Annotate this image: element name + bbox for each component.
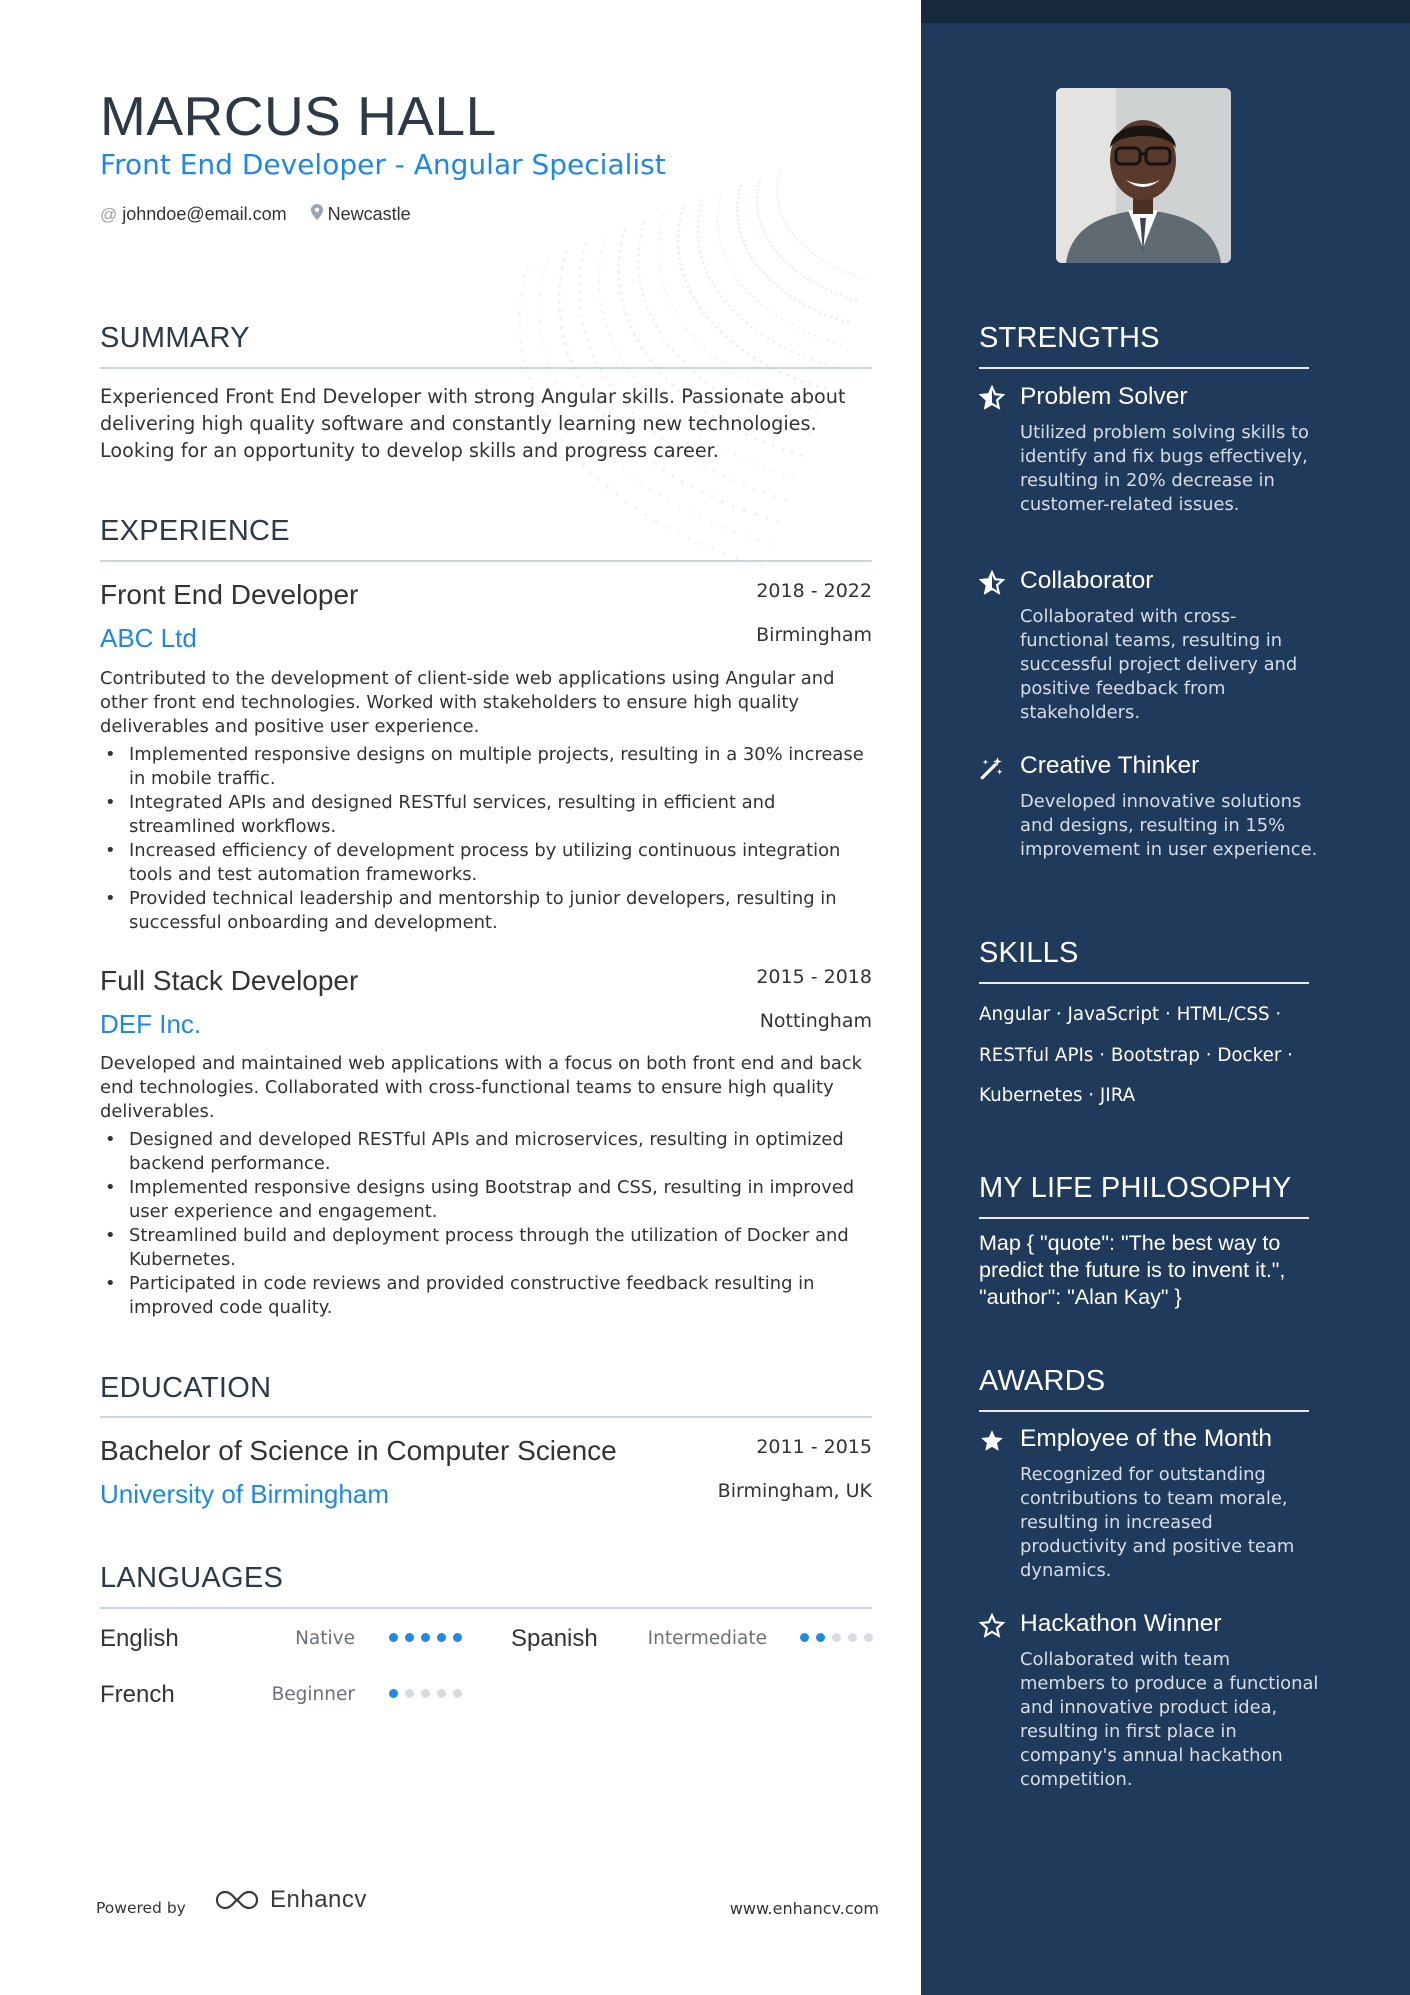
strength-title: Collaborator — [1020, 567, 1154, 594]
language-name: French — [100, 1681, 175, 1708]
awards-title: AWARDS — [979, 1365, 1106, 1397]
language-level: Beginner — [271, 1684, 355, 1705]
list-item: • Integrated APIs and designed RESTful services, resulting in efficient and streamlined workflows. — [100, 791, 880, 839]
at-icon: @ — [100, 204, 118, 224]
rating-dot — [389, 1633, 398, 1642]
sidebar — [921, 0, 1410, 1995]
enhancv-logo-icon — [214, 1888, 260, 1912]
star-filled-icon — [979, 1428, 1007, 1456]
award-description: Recognized for outstanding contributions to team morale, resulting in increased productivity and positive team dynamics. — [1020, 1464, 1295, 1581]
enhancv-logo[interactable] — [214, 1886, 367, 1914]
summary-text: Experienced Front End Developer with strong Angular skills. Passionate about delivering high quality software and constantly learning new technologies. Looking for an opportunity to develop skills and progress career. — [100, 385, 846, 462]
list-item: • Streamlined build and deployment process through the utilization of Docker and Kubernetes. — [100, 1224, 880, 1272]
rating-dot — [421, 1689, 430, 1698]
rating-dot — [421, 1633, 430, 1642]
award-description: Collaborated with team members to produce a functional and innovative product idea, resulting in first place in company's annual hackathon competition. — [1020, 1649, 1319, 1790]
star-half-icon — [979, 385, 1007, 413]
rating-dot — [453, 1633, 462, 1642]
education-divider — [100, 1416, 872, 1418]
rating-dot — [389, 1689, 398, 1698]
philosophy-title: MY LIFE PHILOSOPHY — [979, 1172, 1292, 1204]
philosophy-quote: Map { "quote": "The best way to predict the future is to invent it.", "author": "Alan Kay" } — [979, 1231, 1286, 1309]
rating-dot — [816, 1633, 825, 1642]
summary-divider — [100, 367, 872, 369]
candidate-headline: Front End Developer - Angular Specialist — [100, 148, 666, 181]
job-company: ABC Ltd — [100, 623, 197, 653]
job-location: Nottingham — [759, 1010, 872, 1032]
language-rating — [800, 1633, 880, 1642]
rating-dot — [405, 1689, 414, 1698]
skills-divider — [979, 982, 1309, 984]
rating-dot — [437, 1633, 446, 1642]
star-outline-icon — [979, 1613, 1007, 1641]
rating-dot — [437, 1689, 446, 1698]
skills-title: SKILLS — [979, 937, 1079, 969]
rating-dot — [848, 1633, 857, 1642]
location-text: Newcastle — [327, 204, 411, 224]
experience-divider — [100, 560, 872, 562]
degree-title: Bachelor of Science in Computer Science — [100, 1435, 617, 1466]
magic-wand-icon — [979, 755, 1007, 783]
strength-title: Creative Thinker — [1020, 752, 1200, 779]
strength-description: Collaborated with cross-functional teams, resulting in successful project delivery and positive feedback from stakeholders. — [1020, 606, 1298, 723]
strength-title: Problem Solver — [1020, 383, 1188, 410]
contact-row — [100, 204, 411, 225]
skills-row: Kubernetes · JIRA — [979, 1085, 1136, 1106]
education-dates: 2011 - 2015 — [756, 1436, 872, 1458]
language-level: Native — [295, 1628, 355, 1649]
job-title: Front End Developer — [100, 579, 359, 610]
skills-list — [979, 995, 1319, 1117]
language-name: Spanish — [511, 1625, 598, 1652]
summary-title: SUMMARY — [100, 322, 250, 354]
language-level: Intermediate — [647, 1628, 767, 1649]
list-item: • Implemented responsive designs using Bootstrap and CSS, resulting in improved user experience and engagement. — [100, 1176, 880, 1224]
philosophy-divider — [979, 1217, 1309, 1219]
rating-dot — [800, 1633, 809, 1642]
strengths-divider — [979, 367, 1309, 369]
job-description: Contributed to the development of client-side web applications using Angular and other front end technologies. Worked with stakeholders to ensure high quality deliverables and positive user experience. — [100, 668, 835, 737]
experience-title: EXPERIENCE — [100, 515, 290, 547]
school-name: University of Birmingham — [100, 1479, 389, 1509]
language-name: English — [100, 1625, 179, 1652]
job-bullets — [100, 743, 880, 935]
education-title: EDUCATION — [100, 1372, 272, 1404]
list-item: • Participated in code reviews and provided constructive feedback resulting in improved code quality. — [100, 1272, 880, 1320]
job-description: Developed and maintained web applications with a focus on both front end and back end technologies. Collaborated with cross-functional teams to ensure high quality deliverables. — [100, 1053, 862, 1122]
rating-dot — [832, 1633, 841, 1642]
rating-dot — [405, 1633, 414, 1642]
email-text[interactable]: johndoe@email.com — [122, 204, 287, 224]
map-pin-icon — [311, 204, 323, 225]
language-rating — [389, 1689, 469, 1698]
strength-description: Utilized problem solving skills to identify and fix bugs effectively, resulting in 20% decrease in customer-related issues. — [1020, 422, 1309, 515]
brand-name: Enhancv — [270, 1886, 367, 1913]
site-link[interactable]: www.enhancv.com — [729, 1899, 879, 1918]
rating-dot — [453, 1689, 462, 1698]
award-title: Hackathon Winner — [1020, 1610, 1222, 1637]
job-dates: 2015 - 2018 — [756, 966, 872, 988]
education-location: Birmingham, UK — [717, 1480, 872, 1502]
list-item: • Increased efficiency of development process by utilizing continuous integration tools and test automation frameworks. — [100, 839, 880, 887]
rating-dot — [864, 1633, 873, 1642]
language-rating — [389, 1633, 469, 1642]
job-dates: 2018 - 2022 — [756, 580, 872, 602]
skills-row: Angular · JavaScript · HTML/CSS · — [979, 1004, 1282, 1025]
job-bullets — [100, 1128, 880, 1320]
strength-description: Developed innovative solutions and designs, resulting in 15% improvement in user experience. — [1020, 791, 1318, 860]
awards-divider — [979, 1410, 1309, 1412]
sidebar-top-strip — [921, 0, 1410, 23]
profile-photo — [1056, 88, 1231, 263]
list-item: • Implemented responsive designs on multiple projects, resulting in a 30% increase in mobile traffic. — [100, 743, 880, 791]
list-item: • Designed and developed RESTful APIs and microservices, resulting in optimized backend performance. — [100, 1128, 880, 1176]
languages-title: LANGUAGES — [100, 1562, 284, 1594]
award-title: Employee of the Month — [1020, 1425, 1272, 1452]
job-title: Full Stack Developer — [100, 965, 359, 996]
powered-by-label: Powered by — [96, 1899, 186, 1917]
skills-row: RESTful APIs · Bootstrap · Docker · — [979, 1044, 1293, 1066]
job-location: Birmingham — [756, 624, 872, 646]
candidate-name: MARCUS HALL — [100, 85, 497, 147]
job-company: DEF Inc. — [100, 1009, 202, 1039]
strengths-title: STRENGTHS — [979, 322, 1160, 354]
list-item: • Provided technical leadership and mentorship to junior developers, resulting in successful onboarding and development. — [100, 887, 880, 935]
languages-divider — [100, 1607, 872, 1609]
star-half-icon — [979, 570, 1007, 598]
